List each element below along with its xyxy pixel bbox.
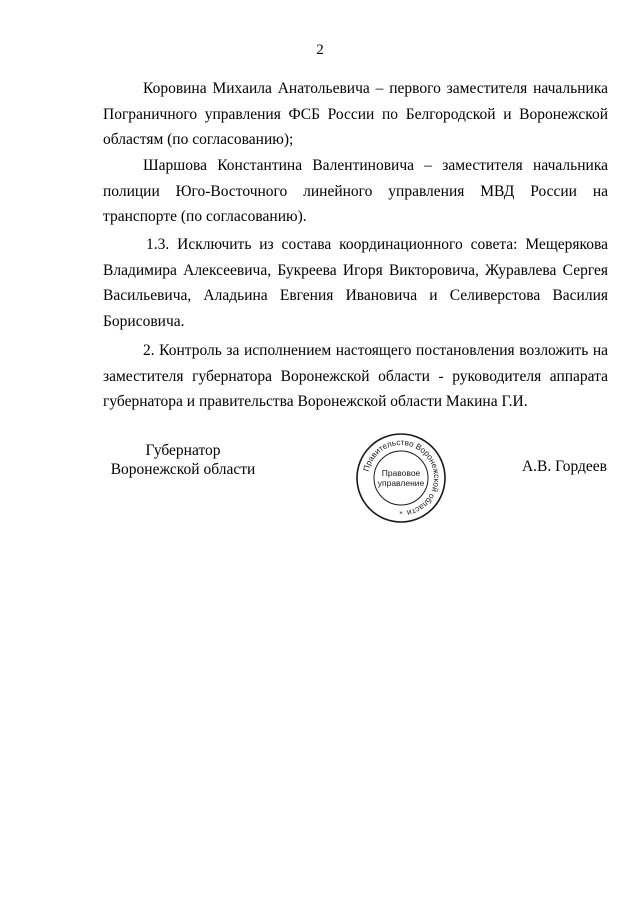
- official-stamp: [355, 432, 447, 524]
- page-number: 2: [316, 42, 324, 58]
- stamp-center-line2: управление: [377, 478, 425, 488]
- stamp-ring-text: Правительство Воронежской области: [361, 437, 442, 518]
- signer-name: А.В. Гордеев: [521, 458, 607, 475]
- paragraph-item-1-3: 1.3. Исключить из состава координационного совета: Мещерякова Владимира Алексеевича, Букреева Игоря Викторовича, Журавлева Сергея Васильевича, Аладьина Евгения Ивановича и Селиверстова Василия Борисовича.: [103, 236, 608, 330]
- signer-position-line1: Губернатор: [145, 442, 221, 459]
- stamp-star-icon: *: [399, 510, 403, 518]
- paragraph-item-2: 2. Контроль за исполнением настоящего постановления возложить на заместителя губернатора Воронежской области - руководителя аппарата губернатора и правительства Воронежской области Макина Г.И.: [103, 342, 608, 410]
- paragraph-sharshov: Шаршова Константина Валентиновича – заместителя начальника полиции Юго-Восточного линейного управления МВД России на транспорте (по согласованию).: [103, 157, 608, 225]
- signer-position-line2: Воронежской области: [110, 461, 256, 478]
- signer-position: [103, 441, 263, 479]
- stamp-center-line1: Правовое: [381, 468, 421, 478]
- paragraph-korovin: Коровина Михаила Анатольевича – первого заместителя начальника Пограничного управления ФСБ России по Белгородской и Воронежской областям (по согласованию);: [103, 80, 608, 148]
